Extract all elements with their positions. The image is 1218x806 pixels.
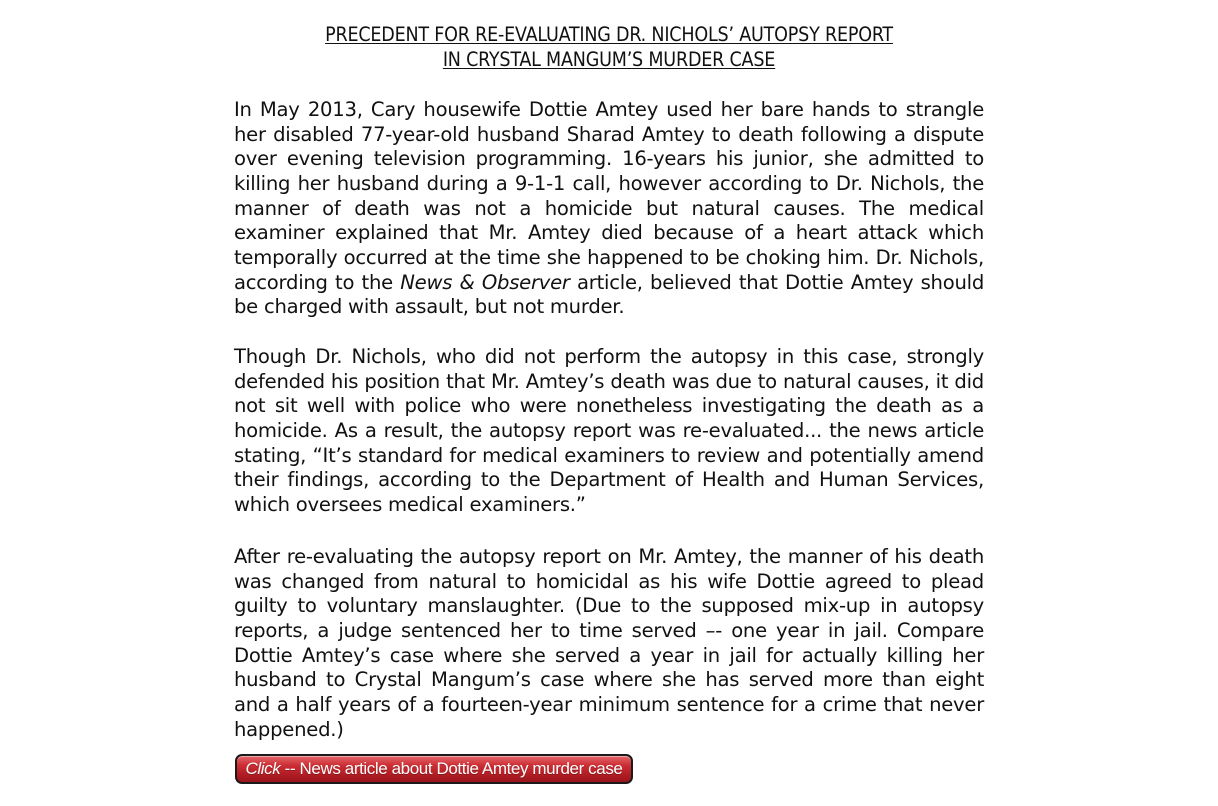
paragraph-re-evaluation: Though Dr. Nichols, who did not perform the autopsy in this case, strongly defended his position that Mr. Amtey’s death was due to natural causes, it did not sit well with police who were nonetheless investigating the death as a homicide. As a result, the autopsy report was re-evaluated... the news article stating, “It’s standard for medical examiners to review and potentially amend their findings, according to the Department of Health and Human Services, which oversees medical examiners.”: [234, 345, 984, 516]
paragraph-amtey-case: [234, 98, 984, 320]
page-title-line-2: IN CRYSTAL MANGUM’S MURDER CASE: [442, 48, 776, 71]
page-title: [0, 22, 1218, 72]
page-title-line-1: PRECEDENT FOR RE-EVALUATING DR. NICHOLS’ AUTOPSY REPORT: [325, 23, 893, 46]
publication-name: News & Observer: [400, 270, 570, 294]
click-prefix: Click: [245, 759, 281, 778]
paragraph-text: article, believed that Dottie Amtey should be charged with assault, but not murder.: [234, 270, 985, 319]
link-button-label: -- News article about Dottie Amtey murder case: [280, 759, 623, 778]
news-article-link-button[interactable]: [235, 754, 633, 784]
paragraph-text: In May 2013, Cary housewife Dottie Amtey used her bare hands to strangle her disabled 77-year-old husband Sharad Amtey to death following a dispute over evening television programming. 16-years his junior, she admitted to killing her husband during a 9-1-1 call, however according to Dr. Nichols, the manner of death was not a homicide but natural causes. The medical examiner explained that Mr. Amtey died because of a heart attack which temporally occurred at the time she happened to be choking him. Dr. Nichols, according to the: [234, 98, 984, 294]
paragraph-comparison: After re-evaluating the autopsy report on Mr. Amtey, the manner of his death was changed from natural to homicidal as his wife Dottie agreed to plead guilty to voluntary manslaughter. (Due to the supposed mix-up in autopsy reports, a judge sentenced her to time served –- one year in jail. Compare Dottie Amtey’s case where she served a year in jail for actually killing her husband to Crystal Mangum’s case where she has served more than eight and a half years of a fourteen-year minimum sentence for a crime that never happened.): [234, 545, 984, 741]
